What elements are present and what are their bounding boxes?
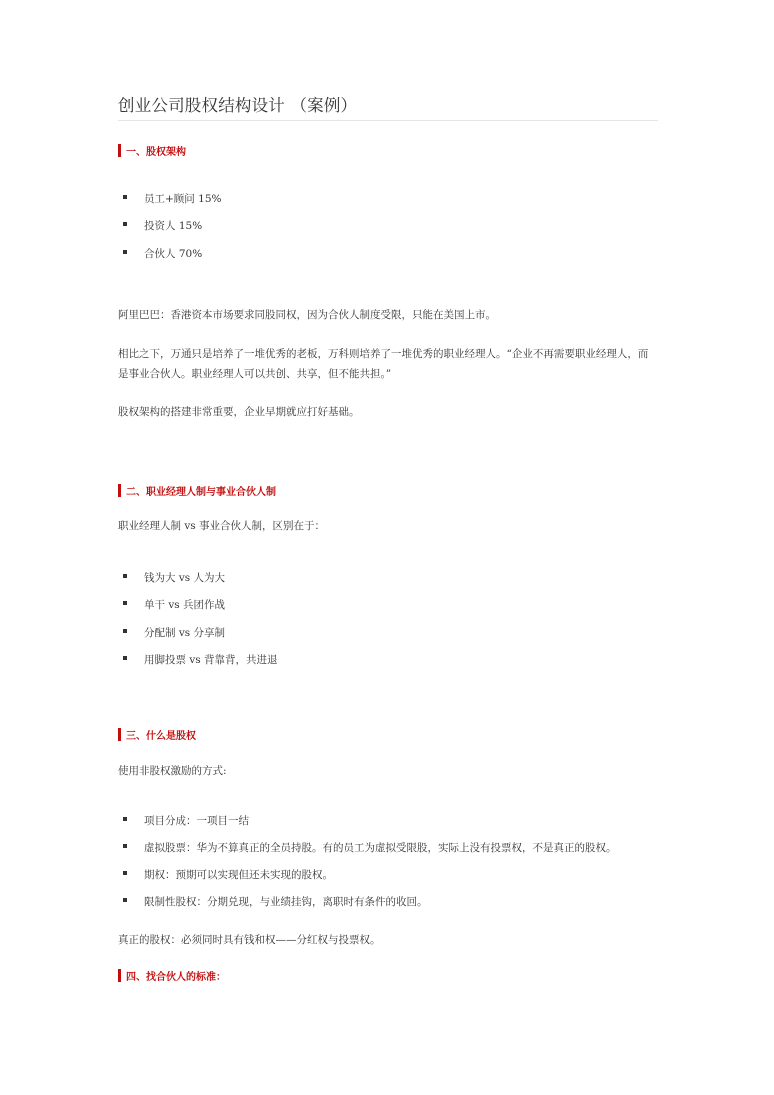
- list-item: 员工+顾问 15%: [144, 191, 221, 206]
- page-title: 创业公司股权结构设计 （案例）: [118, 96, 358, 115]
- section-heading-4: 四、找合伙人的标准：: [118, 968, 226, 983]
- list-item: 合伙人 70%: [144, 246, 202, 261]
- list-item: 期权：预期可以实现但还未实现的股权。: [144, 867, 333, 882]
- paragraph: 阿里巴巴：香港资本市场要求同股同权，因为合伙人制度受限，只能在美国上市。: [118, 309, 496, 321]
- list-item: 虚拟股票：华为不算真正的全员持股。有的员工为虚拟受限股，实际上没有投票权，不是真正的股权。: [144, 840, 617, 855]
- list-item: 限制性股权：分期兑现，与业绩挂钩，离职时有条件的收回。: [144, 894, 428, 909]
- paragraph: 真正的股权：必须同时具有钱和权——分红权与投票权。: [118, 934, 381, 946]
- list-item: 用脚投票 vs 背靠背，共进退: [144, 652, 278, 667]
- list-item: 投资人 15%: [144, 218, 202, 233]
- title-divider: [118, 120, 658, 121]
- list-item: 单干 vs 兵团作战: [144, 597, 225, 612]
- paragraph: 职业经理人制 vs 事业合伙人制，区别在于：: [118, 520, 325, 532]
- section-heading-1: 一、股权架构: [118, 143, 186, 158]
- paragraph: 使用非股权激励的方式:: [118, 765, 227, 777]
- list-item: 钱为大 vs 人为大: [144, 570, 225, 585]
- section-marker: [118, 144, 121, 157]
- paragraph: 股权架构的搭建非常重要，企业早期就应打好基础。: [118, 406, 360, 418]
- list-item: 项目分成：一项目一结: [144, 813, 249, 828]
- section-heading-2: 二、职业经理人制与事业合伙人制: [118, 483, 276, 498]
- section-marker: [118, 728, 121, 741]
- section-marker: [118, 969, 121, 982]
- paragraph: 相比之下，万通只是培养了一堆优秀的老板，万科则培养了一堆优秀的职业经理人。“企业不再需要职业经理人，而是事业合伙人。职业经理人可以共创、共享，但不能共担。”: [118, 348, 649, 380]
- list-item: 分配制 vs 分享制: [144, 625, 225, 640]
- section-marker: [118, 484, 121, 497]
- section-heading-3: 三、什么是股权: [118, 727, 196, 742]
